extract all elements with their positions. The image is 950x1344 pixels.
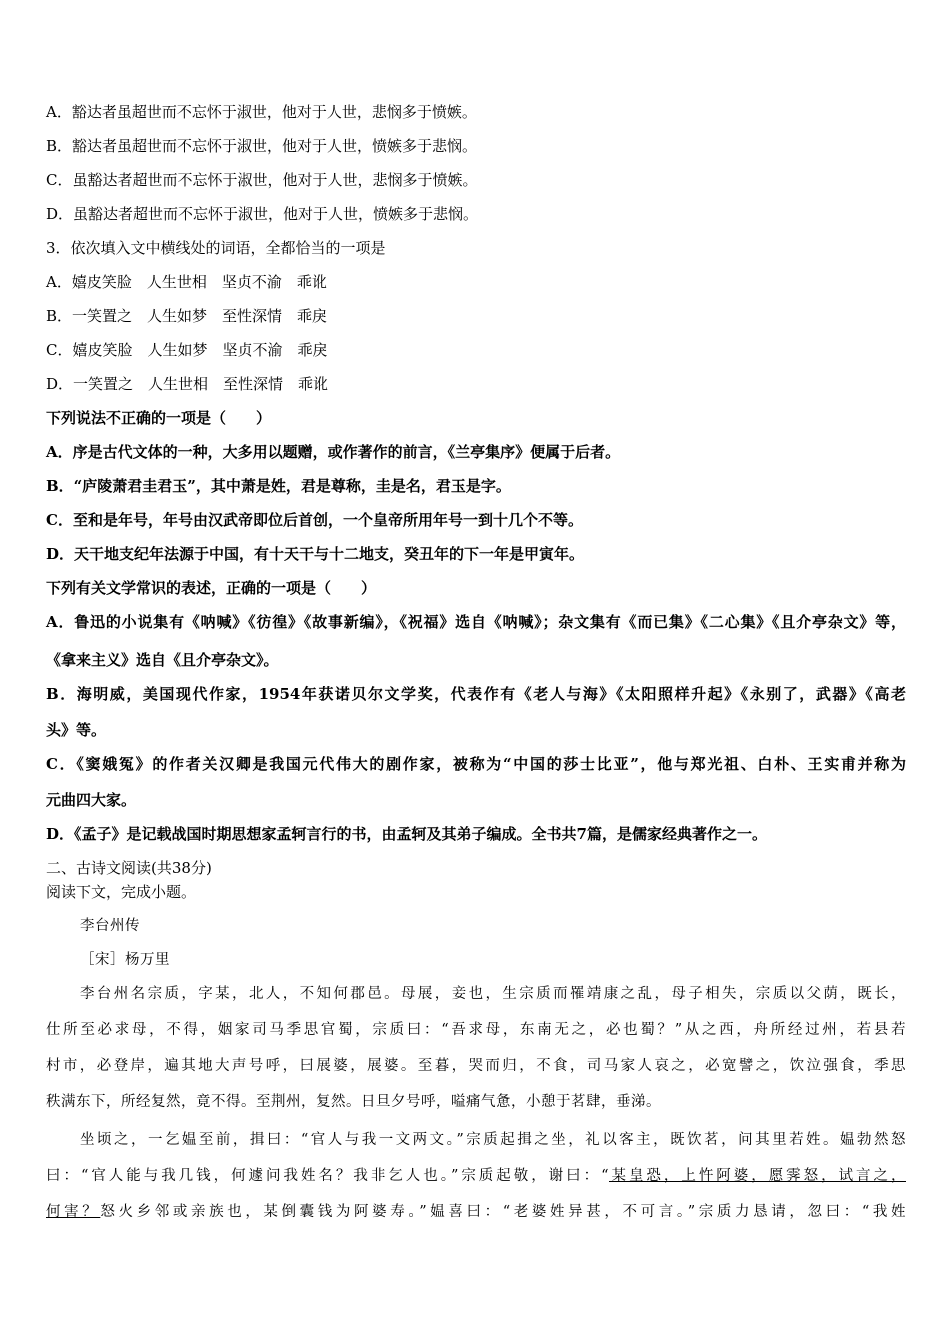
section-heading: 二、古诗文阅读(共38分) [46,859,212,877]
passage-line: 李台州名宗质，字某，北人，不知何郡邑。母展，妾也，生宗质而罹靖康之乱，母子相失，宗质以父荫，既长， [80,986,906,1002]
option-line: C．《窦娥冤》的作者关汉卿是我国元代伟大的剧作家，被称为“中国的莎士比亚”，他与郑光祖、白朴、王实甫并称为 [46,755,906,773]
passage-line [46,1202,906,1222]
passage-line: 村市，必登岸，遍其地大声号呼，曰展婆，展婆。至暮，哭而归，不食，司马家人哀之，必宽譬之，饮泣强食，季思 [46,1058,906,1074]
passage-text: 曰：“官人能与我几钱，何遽问我姓名？我非乞人也。”宗质起敬，谢曰：“ [46,1168,609,1184]
option-line: 头》等。 [46,721,107,739]
option-line: C．虽豁达者超世而不忘怀于淑世，他对于人世，悲悯多于愤嫉。 [46,171,478,189]
option-line: B．海明威，美国现代作家，1954年获诺贝尔文学奖，代表作有《老人与海》《太阳照样升起》《永别了，武器》《高老 [46,685,906,703]
option-line: D．天干地支纪年法源于中国，有十天干与十二地支，癸丑年的下一年是甲寅年。 [46,545,585,563]
question-stem: 下列有关文学常识的表述，正确的一项是（ ） [46,579,377,597]
passage-line: 秩满东下，所经复然，竟不得。至荆州，复然。日旦夕号呼，嗌痛气惫，小憩于茗肆，垂涕。 [46,1094,661,1110]
option-line: B．“庐陵萧君圭君玉”，其中萧是姓，君是尊称，圭是名，君玉是字。 [46,477,511,495]
option-line: B．一笑置之 人生如梦 至性深情 乖戾 [46,307,328,325]
option-line: A．嬉皮笑脸 人生世相 坚贞不渝 乖讹 [46,273,327,291]
question-stem: 3．依次填入文中横线处的词语，全都恰当的一项是 [46,239,386,257]
option-line: C．嬉皮笑脸 人生如梦 坚贞不渝 乖戾 [46,341,328,359]
option-line: A．豁达者虽超世而不忘怀于淑世，他对于人世，悲悯多于愤嫉。 [46,103,477,121]
option-line: A．鲁迅的小说集有《呐喊》《彷徨》《故事新编》，《祝福》选自《呐喊》；杂文集有《而已集》《二心集》《且介亭杂文》等， [46,613,906,631]
passage-author: ［宋］杨万里 [80,952,170,968]
passage-line: 坐顷之，一乞媪至前，揖曰：“官人与我一文两文。”宗质起揖之坐，礼以客主，既饮茗，问其里若姓。媪勃然怒 [80,1132,906,1148]
option-line: A．序是古代文体的一种，大多用以题赠，或作著作的前言，《兰亭集序》便属于后者。 [46,443,621,461]
underlined-sentence: 某皇恐，上忤阿婆，愿霁怒，试言之， [609,1168,906,1184]
passage-line [46,1166,906,1186]
option-line: D．一笑置之 人生世相 至性深情 乖讹 [46,375,329,393]
option-line: C．至和是年号，年号由汉武帝即位后首创，一个皇帝所用年号一到十几个不等。 [46,511,583,529]
option-line: D．虽豁达者超世而不忘怀于淑世，他对于人世，愤嫉多于悲悯。 [46,205,479,223]
passage-title: 李台州传 [80,918,140,934]
instruction: 阅读下文，完成小题。 [46,883,197,901]
option-line: B．豁达者虽超世而不忘怀于淑世，他对于人世，愤嫉多于悲悯。 [46,137,478,155]
question-stem: 下列说法不正确的一项是（ ） [46,409,272,427]
option-line: 元曲四大家。 [46,791,137,809]
underlined-sentence: 何害？ [46,1204,101,1220]
option-line: 《拿来主义》选自《且介亭杂文》。 [46,651,279,669]
passage-line: 仕所至必求母，不得，姻家司马季思官蜀，宗质曰：“吾求母，东南无之，必也蜀？”从之西，舟所经过州，若县若 [46,1022,906,1038]
passage-text: 怒火乡邻或亲族也，某倒囊钱为阿婆寿。”媪喜曰：“老婆姓异甚，不可言。”宗质力恳请，忽曰：“我姓 [100,1204,906,1220]
option-line: D．《孟子》是记载战国时期思想家孟轲言行的书，由孟轲及其弟子编成。全书共7篇，是儒家经典著作之一。 [46,825,767,843]
